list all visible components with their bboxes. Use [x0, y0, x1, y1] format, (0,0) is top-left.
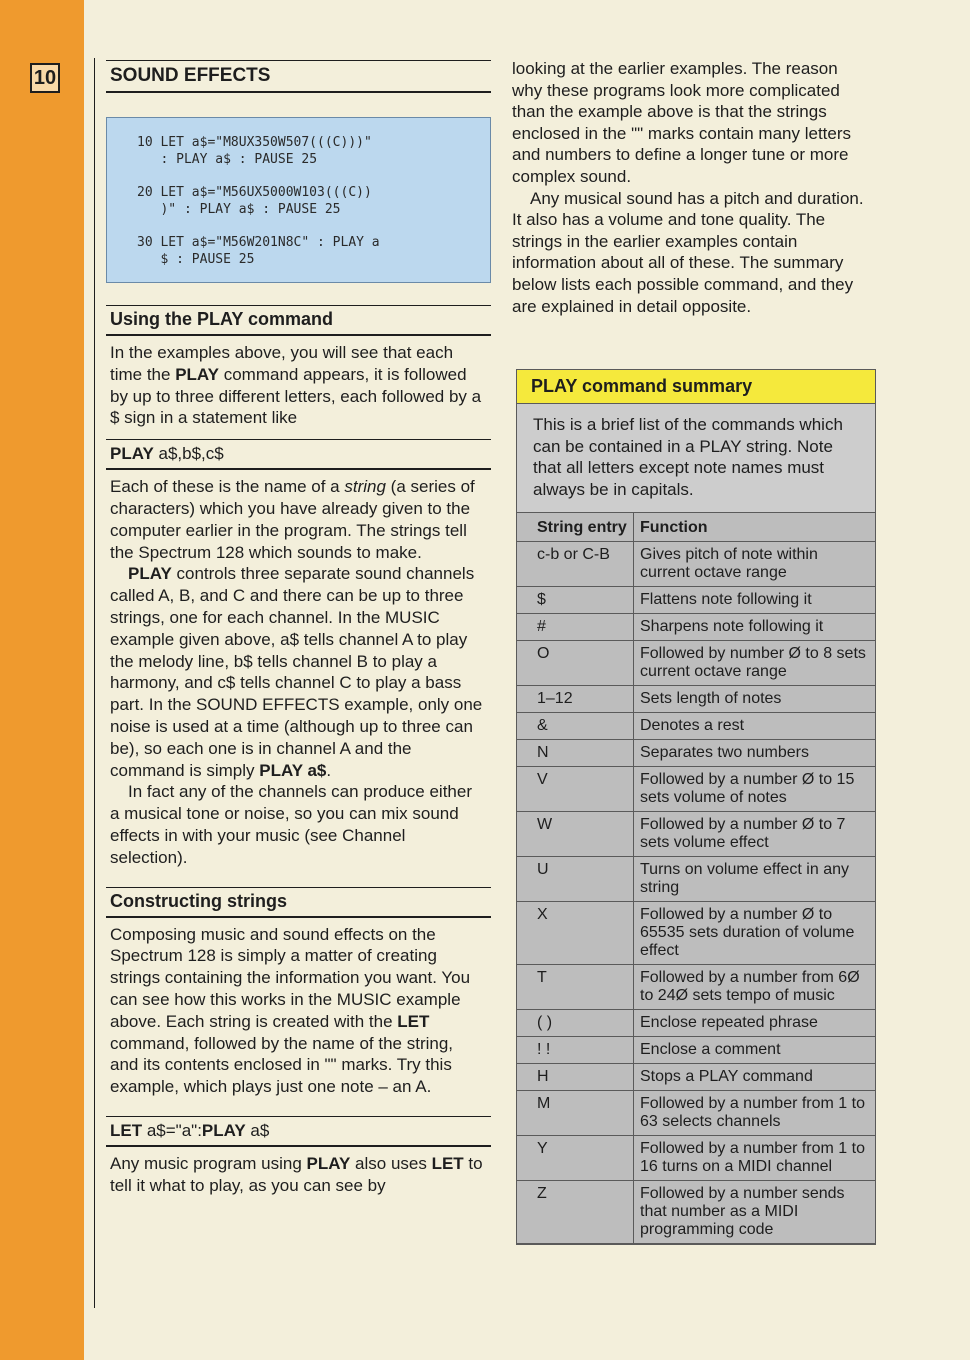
table-row — [517, 965, 875, 1010]
table-header-row — [517, 513, 875, 542]
using-play-heading: Using the PLAY command — [106, 305, 491, 336]
table-row — [517, 1037, 875, 1064]
channels-fact-text: In fact any of the channels can produce either a musical tone or noise, so you can mix sound effects in with your music (see Channel selection). — [110, 782, 473, 867]
using-play-text: In the examples above, you will see that each time the PLAY command appears, it is followed by up to three different letters, each followed by a $ sign in a statement like — [110, 343, 482, 428]
function-cell: Followed by a number from 1 to 63 selects channels — [634, 1091, 876, 1136]
code-line: 10 LET a$="M8UX350W507(((C)))" : PLAY a$ : PAUSE 25 — [137, 135, 372, 167]
right-paragraph-2: Any musical sound has a pitch and duration. It also has a volume and tone quality. The strings in the earlier examples contain information about all of these. The summary below lists each possible command, and they are explained in detail opposite. — [512, 188, 864, 316]
string-entry-cell: T — [517, 965, 634, 1010]
col-header-entry: String entry — [517, 513, 634, 542]
any-program-text: Any music program using PLAY also uses LET to tell it what to play, as you can see by — [110, 1153, 483, 1195]
function-cell: Flattens note following it — [634, 587, 876, 614]
string-entry-cell: O — [517, 641, 634, 686]
function-cell: Gives pitch of note within current octave range — [634, 542, 876, 587]
table-row — [517, 1091, 875, 1136]
table-row — [517, 587, 875, 614]
channels-text: PLAY controls three separate sound channels called A, B, and C and there can be up to three strings, one for each channel. In the MUSIC example given above, a$ tells channel A to play the melody line, b$ tells channel B to play a harmony, and c$ tells channel C to play a bass part. In the SOUND EFFECTS example, only one noise is used at a time (although up to three can be), so each one is in channel A and the command is simply PLAY a$. — [110, 564, 483, 780]
left-column — [106, 60, 491, 1197]
function-cell: Sets length of notes — [634, 686, 876, 713]
table-row — [517, 1064, 875, 1091]
string-entry-cell: X — [517, 902, 634, 965]
strings-text: Each of these is the name of a string (a series of characters) which you have already given to the computer earlier in the program. The strings tell the Spectrum 128 which sounds to make. — [110, 477, 475, 562]
code-line: 30 LET a$="M56W201N8C" : PLAY a $ : PAUSE 25 — [137, 235, 380, 267]
page-number: 10 — [30, 63, 60, 93]
string-entry-cell: $ — [517, 587, 634, 614]
table-row — [517, 857, 875, 902]
right-paragraph-1: looking at the earlier examples. The reason why these programs look more complicated than the example above is that the strings enclosed in the "" marks contain many letters and numbers to define a longer tune or more complex sound. — [512, 59, 852, 186]
string-entry-cell: # — [517, 614, 634, 641]
constructing-text: Composing music and sound effects on the Spectrum 128 is simply a matter of creating strings containing the information you want. You can see how this works in the MUSIC example above. Each string is created with the LET command, followed by the name of the string, and its contents enclosed in "" marks. Try this example, which plays just one note – an A. — [110, 924, 471, 1097]
function-cell: Stops a PLAY command — [634, 1064, 876, 1091]
string-entry-cell: W — [517, 812, 634, 857]
string-entry-cell: & — [517, 713, 634, 740]
table-row — [517, 641, 875, 686]
constructing-strings-heading: Constructing strings — [106, 887, 491, 918]
column-rule — [94, 58, 95, 1308]
function-cell: Followed by number Ø to 8 sets current octave range — [634, 641, 876, 686]
string-entry-cell: ! ! — [517, 1037, 634, 1064]
table-row — [517, 812, 875, 857]
col-header-function: Function — [634, 513, 876, 542]
function-cell: Followed by a number Ø to 65535 sets duration of volume effect — [634, 902, 876, 965]
string-entry-cell: N — [517, 740, 634, 767]
play-command-summary-box — [516, 369, 876, 1245]
table-row — [517, 1136, 875, 1181]
function-cell: Separates two numbers — [634, 740, 876, 767]
table-row — [517, 1181, 875, 1244]
table-row — [517, 542, 875, 587]
table-row — [517, 614, 875, 641]
function-cell: Followed by a number Ø to 7 sets volume effect — [634, 812, 876, 857]
code-line: 20 LET a$="M56UX5000W103(((C)) )" : PLAY a$ : PAUSE 25 — [137, 185, 372, 217]
let-statement: LET a$="a":PLAY a$ — [106, 1116, 491, 1147]
summary-title: PLAY command summary — [517, 370, 875, 404]
table-row — [517, 713, 875, 740]
section-title: SOUND EFFECTS — [106, 60, 491, 93]
code-listing — [106, 117, 491, 283]
string-entry-cell: 1–12 — [517, 686, 634, 713]
function-cell: Enclose repeated phrase — [634, 1010, 876, 1037]
summary-intro: This is a brief list of the commands which can be contained in a PLAY string. Note that all letters except note names must always be in capitals. — [517, 404, 875, 513]
table-row — [517, 767, 875, 812]
function-cell: Followed by a number sends that number as a MIDI programming code — [634, 1181, 876, 1244]
string-entry-cell: ( ) — [517, 1010, 634, 1037]
table-row — [517, 902, 875, 965]
function-cell: Denotes a rest — [634, 713, 876, 740]
string-entry-cell: U — [517, 857, 634, 902]
function-cell: Followed by a number from 1 to 16 turns on a MIDI channel — [634, 1136, 876, 1181]
command-table — [517, 513, 875, 1244]
string-entry-cell: H — [517, 1064, 634, 1091]
string-entry-cell: M — [517, 1091, 634, 1136]
function-cell: Sharpens note following it — [634, 614, 876, 641]
table-row — [517, 1010, 875, 1037]
function-cell: Turns on volume effect in any string — [634, 857, 876, 902]
string-entry-cell: Z — [517, 1181, 634, 1244]
string-entry-cell: c-b or C-B — [517, 542, 634, 587]
table-row — [517, 686, 875, 713]
function-cell: Followed by a number from 6Ø to 24Ø sets tempo of music — [634, 965, 876, 1010]
right-column — [512, 58, 872, 317]
string-entry-cell: V — [517, 767, 634, 812]
function-cell: Followed by a number Ø to 15 sets volume of notes — [634, 767, 876, 812]
function-cell: Enclose a comment — [634, 1037, 876, 1064]
orange-margin-strip — [0, 0, 84, 1360]
string-entry-cell: Y — [517, 1136, 634, 1181]
table-row — [517, 740, 875, 767]
play-statement: PLAY a$,b$,c$ — [106, 439, 491, 470]
